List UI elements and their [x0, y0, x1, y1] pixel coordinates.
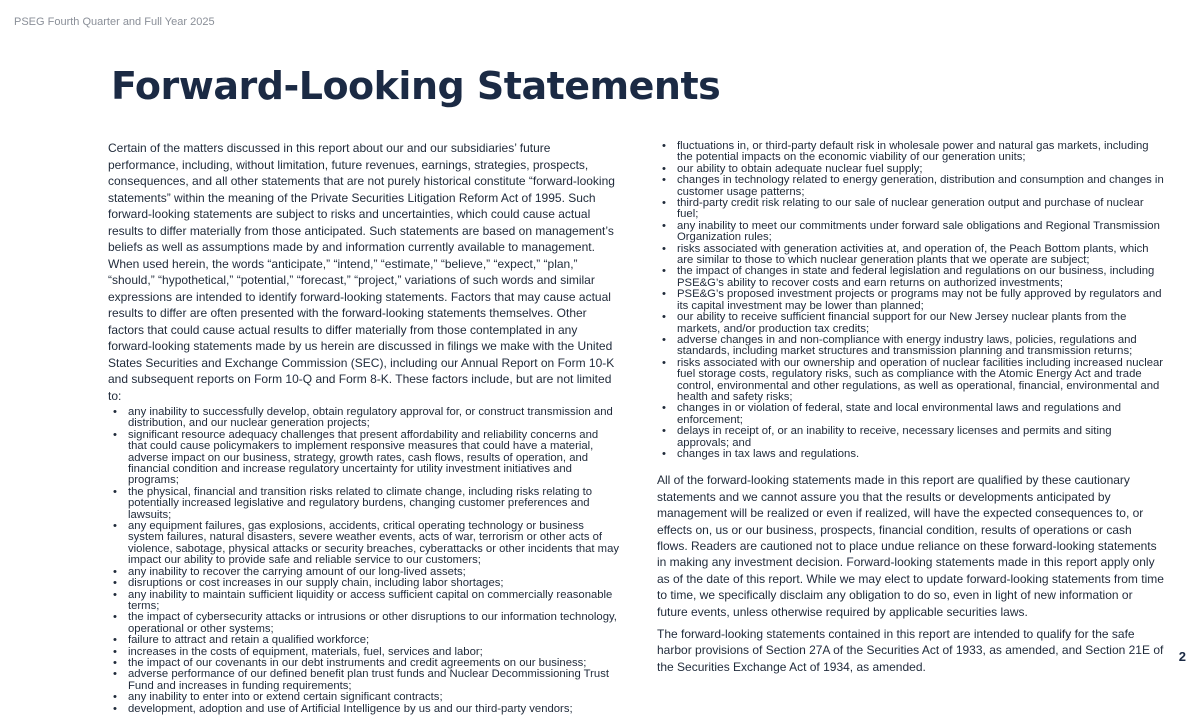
list-item: • any equipment failures, gas explosions, accidents, critical operating technology or business system failures, natural disasters, severe weather events, acts of war, terrorism or other acts of violence, sabotage, physical attacks or security breaches, cyberattacks or other incidents that may impact our ability to provide safe and reliable service to our customers; — [108, 521, 620, 567]
list-item: • delays in receipt of, or an inability to receive, necessary licenses and permits and siting approvals; and — [657, 426, 1165, 449]
list-item: • changes in or violation of federal, state and local environmental laws and regulations and enforcement; — [657, 403, 1165, 426]
safe-harbor-paragraph: The forward-looking statements contained in this report are intended to qualify for the safe harbor provisions of Section 27A of the Securities Act of 1933, as amended, and Section 21E of the Securities Exchange Act of 1934, as amended. — [657, 627, 1164, 674]
list-item: • the impact of our covenants in our debt instruments and credit agreements on our business; — [108, 658, 620, 669]
list-item: • adverse changes in and non-compliance with energy industry laws, policies, regulations and standards, including market structures and transmission planning and transmission returns; — [657, 335, 1165, 358]
list-item: • fluctuations in, or third-party default risk in wholesale power and natural gas markets, including the potential impacts on the economic viability of our generation units; — [657, 141, 1165, 164]
list-item: • development, adoption and use of Artificial Intelligence by us and our third-party vendors; — [108, 704, 620, 715]
right-factor-list — [657, 141, 1165, 460]
list-item: • PSE&G’s proposed investment projects or programs may not be fully approved by regulators and its capital investment may be lower than planned; — [657, 289, 1165, 312]
list-item: • any inability to enter into or extend certain significant contracts; — [108, 692, 620, 703]
list-item: • adverse performance of our defined benefit plan trust funds and Nuclear Decommissioning Trust Fund and increases in funding requirements; — [108, 669, 620, 692]
report-header: PSEG Fourth Quarter and Full Year 2025 — [14, 16, 215, 28]
left-factor-list — [108, 407, 620, 715]
list-item: • failure to attract and retain a qualified workforce; — [108, 635, 620, 646]
list-item: • any inability to recover the carrying amount of our long-lived assets; — [108, 567, 620, 578]
list-item: • changes in technology related to energy generation, distribution and consumption and changes in customer usage patterns; — [657, 175, 1165, 198]
list-item: • third-party credit risk relating to our sale of nuclear generation output and purchase of nuclear fuel; — [657, 198, 1165, 221]
list-item: • the physical, financial and transition risks related to climate change, including risks relating to potentially increased legislative and regulatory burdens, changing customer preferences and lawsuits; — [108, 487, 620, 521]
list-item: • the impact of cybersecurity attacks or intrusions or other disruptions to our information technology, operational or other systems; — [108, 612, 620, 635]
list-item: • increases in the costs of equipment, materials, fuel, services and labor; — [108, 647, 620, 658]
list-item: • any inability to successfully develop, obtain regulatory approval for, or construct transmission and distribution, and our nuclear generation projects; — [108, 407, 620, 430]
list-item: • our ability to obtain adequate nuclear fuel supply; — [657, 164, 1165, 175]
list-item: • changes in tax laws and regulations. — [657, 449, 1165, 460]
list-item: • significant resource adequacy challenges that present affordability and reliability concerns and that could cause policymakers to implement responsive measures that could have a material, adverse impact on our business, strategy, growth rates, cash flows, results of operation, and financial condition and increase regulatory uncertainty for utility investment initiatives and programs; — [108, 430, 620, 487]
list-item: • our ability to receive sufficient financial support for our New Jersey nuclear plants from the markets, and/or production tax credits; — [657, 312, 1165, 335]
list-item: • any inability to maintain sufficient liquidity or access sufficient capital on commercially reasonable terms; — [108, 590, 620, 613]
page-number: 2 — [1178, 649, 1186, 664]
right-column — [657, 141, 1165, 675]
left-column — [108, 140, 620, 715]
intro-paragraph: Certain of the matters discussed in this report about our and our subsidiaries’ future performance, including, without limitation, future revenues, earnings, strategies, prospects, consequences, and all other statements that are not purely historical constitute “forward-looking statements” within the meaning of the Private Securities Litigation Reform Act of 1995. Such forward-looking statements are subject to risks and uncertainties, which could cause actual results to differ materially from those anticipated. Such statements are based on management’s beliefs as well as assumptions made by and information currently available to management. When used herein, the words “anticipate,” “intend,” “estimate,” “believe,” “expect,” “plan,” “should,” “hypothetical,” “potential,” “forecast,” “project,” variations of such words and similar expressions are intended to identify forward-looking statements. Factors that may cause actual results to differ are often presented with the forward-looking statements themselves. Other factors that could cause actual results to differ materially from those contemplated in any forward-looking statements made by us herein are discussed in filings we make with the United States Securities and Exchange Commission (SEC), including our Annual Report on Form 10-K and subsequent reports on Form 10-Q and Form 8-K. These factors include, but are not limited to: — [108, 141, 615, 403]
cautionary-paragraph: All of the forward-looking statements made in this report are qualified by these cautionary statements and we cannot assure you that the results or developments anticipated by management will be realized or even if realized, will have the expected consequences to, or effects on, us or our business, prospects, financial condition, results of operations or cash flows. Readers are cautioned not to place undue reliance on these forward-looking statements in making any investment decision. Forward-looking statements made in this report apply only as of the date of this report. While we may elect to update forward-looking statements from time to time, we specifically disclaim any obligation to do so, even in light of new information or future events, unless otherwise required by applicable securities laws. — [657, 473, 1164, 619]
list-item: • the impact of changes in state and federal legislation and regulations on our business, including PSE&G’s ability to recover costs and earn returns on authorized investments; — [657, 266, 1165, 289]
list-item: • disruptions or cost increases in our supply chain, including labor shortages; — [108, 578, 620, 589]
list-item: • risks associated with our ownership and operation of nuclear facilities including increased nuclear fuel storage costs, regulatory risks, such as compliance with the Atomic Energy Act and trade control, environmental and other regulations, as well as operational, financial, environmental and health and safety risks; — [657, 358, 1165, 404]
list-item: • risks associated with generation activities at, and operation of, the Peach Bottom plants, which are similar to those to which nuclear generation plants that we operate are subject; — [657, 244, 1165, 267]
page-title: Forward-Looking Statements — [111, 64, 721, 108]
list-item: • any inability to meet our commitments under forward sale obligations and Regional Transmission Organization rules; — [657, 221, 1165, 244]
